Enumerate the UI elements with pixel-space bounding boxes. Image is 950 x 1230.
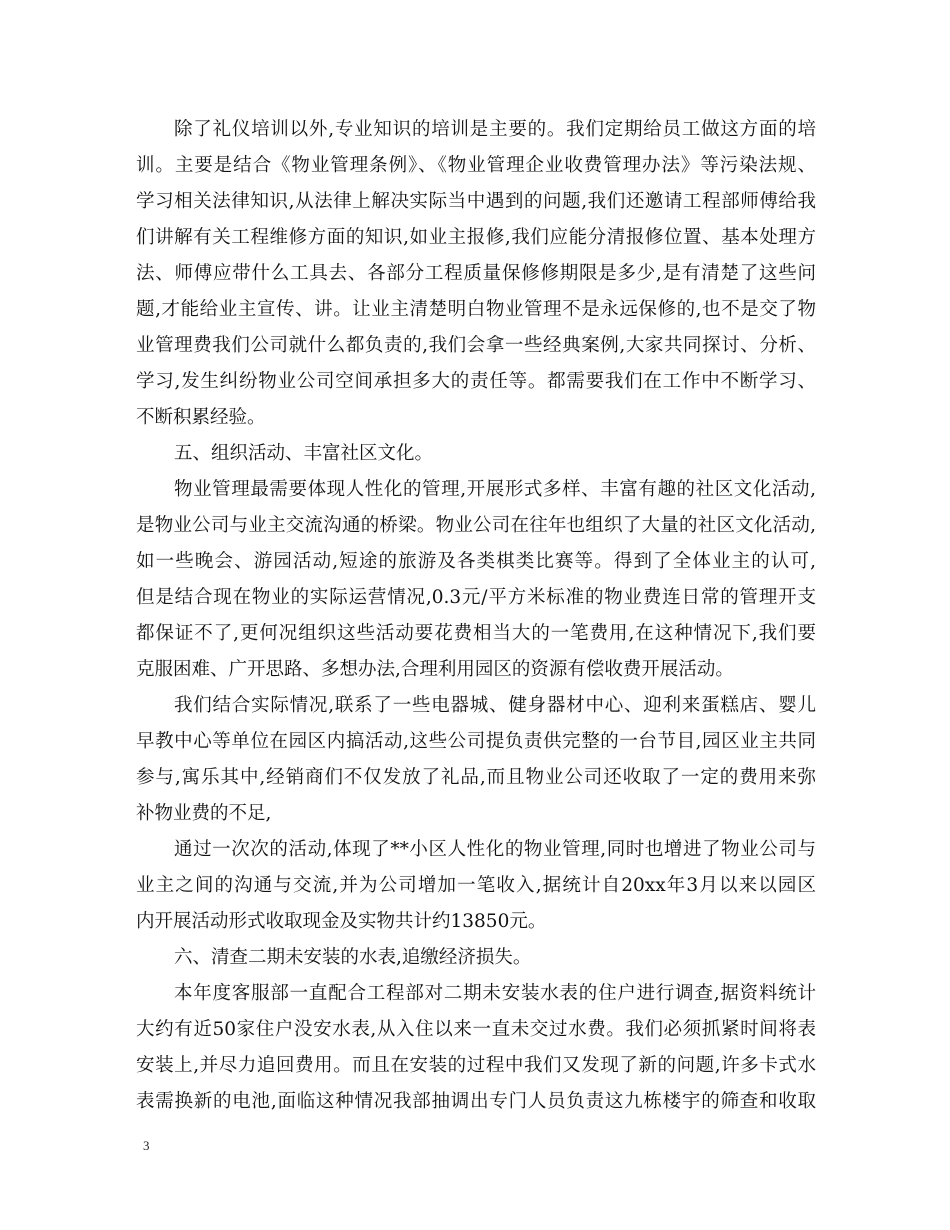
text-line: 五、组织活动、丰富社区文化。 [174,443,434,464]
text-line: 参与,寓乐其中,经销商们不仅发放了礼品,而且物业公司还收取了一定的费用来弥 [136,767,816,788]
text-line: 是物业公司与业主交流沟通的桥梁。物业公司在往年也组织了大量的社区文化活动, [136,515,816,536]
text-line: 业主之间的沟通与交流,并为公司增加一笔收入,据统计自20xx年3月以来以园区 [136,875,816,896]
text-line: 克服困难、广开思路、多想办法,合理利用园区的资源有偿收费开展活动。 [136,659,734,680]
text-line: 表需换新的电池,面临这种情况我部抽调出专门人员负责这九栋楼宇的筛查和收取 [136,1091,816,1112]
page-number: 3 [143,1138,150,1153]
text-line: 业管理费我们公司就什么都负责的,我们会拿一些经典案例,大家共同探讨、分析、 [136,335,816,356]
text-line: 如一些晚会、游园活动,短途的旅游及各类棋类比赛等。得到了全体业主的认可, [136,551,816,572]
text-line: 题,才能给业主宣传、讲。让业主清楚明白物业管理不是永远保修的,也不是交了物 [136,299,816,320]
text-line: 都保证不了,更何况组织这些活动要花费相当大的一笔费用,在这种情况下,我们要 [136,623,816,644]
text-line: 安装上,并尽力追回费用。而且在安装的过程中我们又发现了新的问题,许多卡式水 [136,1055,816,1076]
text-line: 但是结合现在物业的实际运营情况,0.3元/平方米标准的物业费连日常的管理开支 [136,587,816,608]
text-line: 大约有近50家住户没安水表,从入住以来一直未交过水费。我们必须抓紧时间将表 [136,1019,816,1040]
text-line: 物业管理最需要体现人性化的管理,开展形式多样、丰富有趣的社区文化活动, [174,479,816,500]
text-line: 本年度客服部一直配合工程部对二期未安装水表的住户进行调查,据资料统计 [174,983,816,1004]
text-line: 们讲解有关工程维修方面的知识,如业主报修,我们应能分清报修位置、基本处理方 [136,227,816,248]
text-line: 通过一次次的活动,体现了**小区人性化的物业管理,同时也增进了物业公司与 [174,839,816,860]
text-line: 除了礼仪培训以外,专业知识的培训是主要的。我们定期给员工做这方面的培 [174,119,816,140]
text-line: 法、师傅应带什么工具去、各部分工程质量保修修期限是多少,是有清楚了这些问 [136,263,816,284]
text-line: 不断积累经验。 [136,407,266,428]
text-line: 训。主要是结合《物业管理条例》、《物业管理企业收费管理办法》等污染法规、 [136,155,816,176]
text-line: 学习相关法律知识,从法律上解决实际当中遇到的问题,我们还邀请工程部师傅给我 [136,191,816,212]
text-line: 我们结合实际情况,联系了一些电器城、健身器材中心、迎利来蛋糕店、婴儿 [174,695,816,716]
body-text [136,112,816,1120]
text-line: 内开展活动形式收取现金及实物共计约13850元。 [136,911,547,932]
text-line: 六、清查二期未安装的水表,追缴经济损失。 [174,947,532,968]
text-line: 补物业费的不足, [136,803,272,824]
text-line: 学习,发生纠纷物业公司空间承担多大的责任等。都需要我们在工作中不断学习、 [136,371,816,392]
text-line: 早教中心等单位在园区内搞活动,这些公司提负责供完整的一台节目,园区业主共同 [136,731,816,752]
